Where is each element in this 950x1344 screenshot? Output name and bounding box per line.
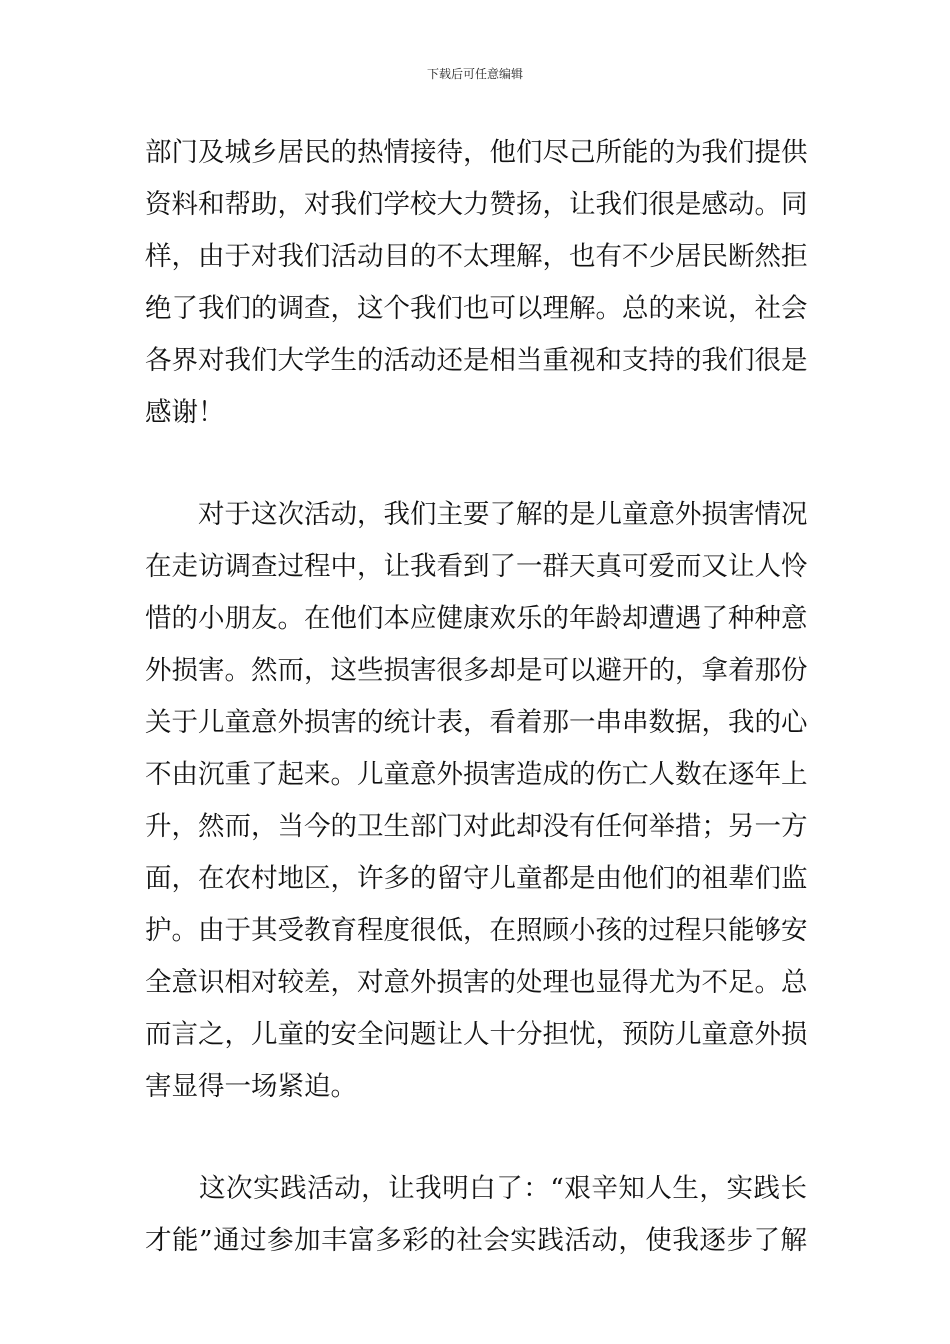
text-line: 不由沉重了起来。儿童意外损害造成的伤亡人数在逐年上	[145, 759, 808, 790]
document-body	[145, 127, 807, 1267]
text-line: 外损害。然而，这些损害很多却是可以避开的，拿着那份	[145, 655, 808, 686]
text-line: 害显得一场紧迫。	[145, 1071, 357, 1102]
text-line: 感谢！	[145, 397, 225, 428]
paragraph-spacer	[145, 439, 807, 489]
page-header: 下载后可任意编辑	[426, 67, 523, 81]
text-line: 而言之，儿童的安全问题让人十分担忧，预防儿童意外损	[145, 1019, 808, 1050]
paragraph-3	[145, 1163, 807, 1267]
text-line: 护。由于其受教育程度很低，在照顾小孩的过程只能够安	[145, 915, 808, 946]
text-line: 升，然而，当今的卫生部门对此却没有任何举措；另一方	[145, 811, 808, 842]
paragraph-1	[145, 127, 807, 439]
paragraph-spacer	[145, 1113, 807, 1163]
paragraph-2	[145, 489, 807, 1113]
text-line: 全意识相对较差，对意外损害的处理也显得尤为不足。总	[145, 967, 808, 998]
text-line: 各界对我们大学生的活动还是相当重视和支持的我们很是	[145, 345, 808, 376]
text-line: 资料和帮助，对我们学校大力赞扬，让我们很是感动。同	[145, 189, 808, 220]
text-line: 惜的小朋友。在他们本应健康欢乐的年龄却遭遇了种种意	[145, 603, 808, 634]
text-line: 样，由于对我们活动目的不太理解，也有不少居民断然拒	[145, 241, 808, 272]
text-line: 在走访调查过程中，让我看到了一群天真可爱而又让人怜	[145, 551, 808, 582]
text-line: 关于儿童意外损害的统计表，看着那一串串数据，我的心	[145, 707, 808, 738]
text-line: 才能”通过参加丰富多彩的社会实践活动，使我逐步了解	[145, 1225, 807, 1256]
text-line: 对于这次活动，我们主要了解的是儿童意外损害情况	[145, 499, 808, 530]
text-line: 部门及城乡居民的热情接待，他们尽己所能的为我们提供	[145, 137, 808, 168]
text-line: 这次实践活动，让我明白了：“艰辛知人生，实践长	[145, 1173, 807, 1204]
text-line: 绝了我们的调查，这个我们也可以理解。总的来说，社会	[145, 293, 808, 324]
text-line: 面，在农村地区，许多的留守儿童都是由他们的祖辈们监	[145, 863, 808, 894]
